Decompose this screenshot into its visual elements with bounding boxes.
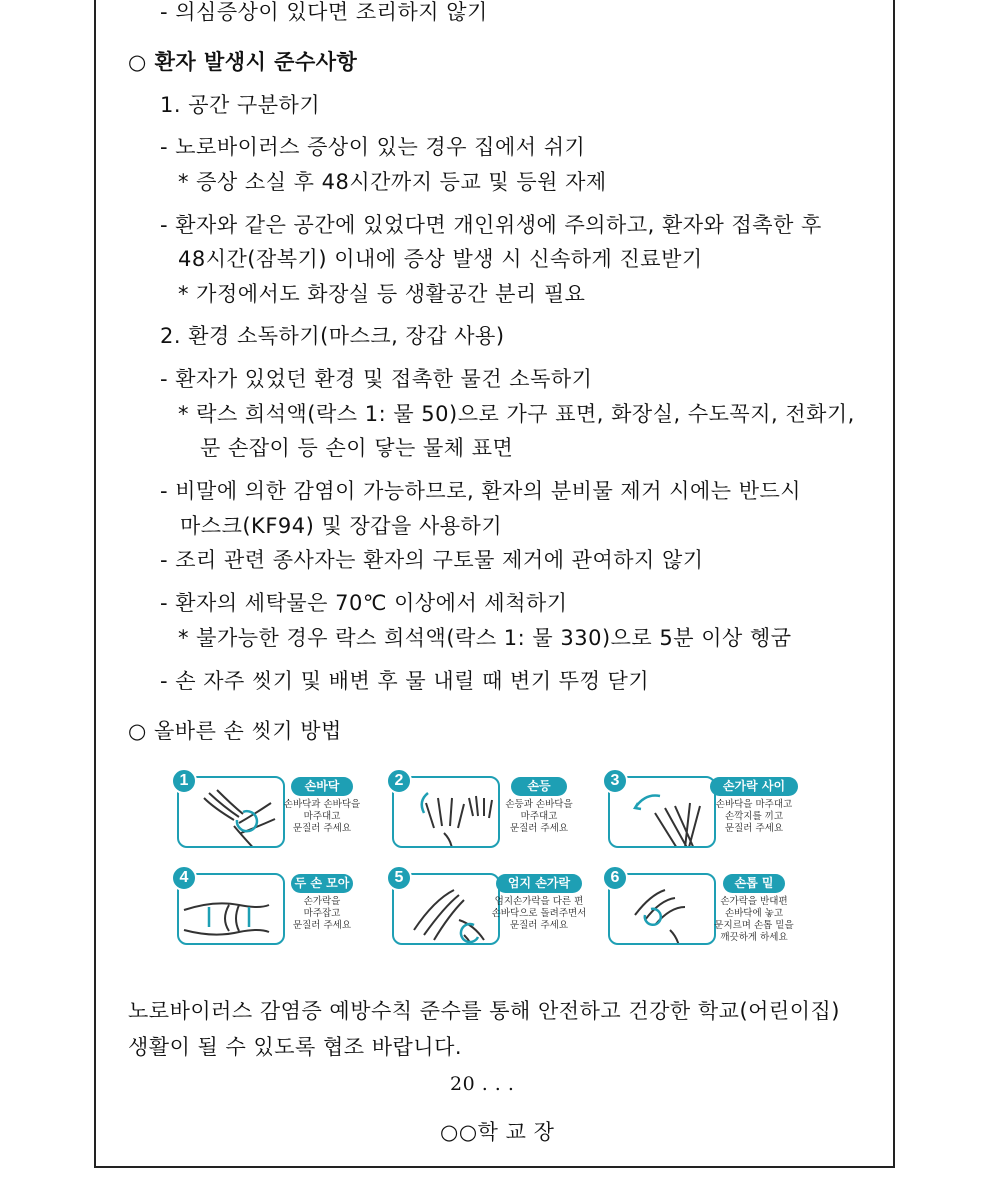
step-number: 2 [386, 768, 412, 794]
step-title: 손바닥 [291, 777, 353, 796]
text-line: * 불가능한 경우 락스 희석액(락스 1: 물 330)으로 5분 이상 헹굼 [178, 626, 792, 650]
date-line: 20 . . . [450, 1073, 515, 1095]
text-line: - 환자가 있었던 환경 및 접촉한 물건 소독하기 [160, 367, 593, 391]
step-title: 엄지 손가락 [496, 874, 582, 893]
step-description: 엄지손가락을 다른 편 손바닥으로 돌려주면서 문질러 주세요 [491, 896, 587, 931]
section-heading: ○ 환자 발생시 준수사항 [128, 50, 358, 74]
step-title: 두 손 모아 [291, 874, 353, 893]
text-line: - 손 자주 씻기 및 배변 후 물 내릴 때 변기 뚜껑 닫기 [160, 669, 650, 693]
step-number: 3 [602, 768, 628, 794]
text-line: 마스크(KF94) 및 장갑을 사용하기 [180, 514, 503, 538]
subsection-heading: 2. 환경 소독하기(마스크, 장갑 사용) [160, 324, 505, 348]
step-number: 5 [386, 865, 412, 891]
step-title: 손가락 사이 [710, 777, 798, 796]
step-description: 손바닥과 손바닥을 마주대고 문질러 주세요 [283, 799, 361, 834]
text-line: - 노로바이러스 증상이 있는 경우 집에서 쉬기 [160, 135, 586, 159]
text-line: - 환자와 같은 공간에 있었다면 개인위생에 주의하고, 환자와 접촉한 후 [160, 213, 822, 237]
step-description: 손가락을 반대편 손바닥에 놓고 문지르며 손톱 밑을 깨끗하게 하세요 [714, 896, 794, 943]
text-line: 48시간(잠복기) 이내에 증상 발생 시 신속하게 진료받기 [178, 247, 703, 271]
text-line: - 환자의 세탁물은 70℃ 이상에서 세척하기 [160, 591, 568, 615]
closing-line: 생활이 될 수 있도록 협조 바랍니다. [128, 1035, 463, 1059]
step-description: 손가락을 마주잡고 문질러 주세요 [292, 896, 352, 931]
subsection-heading: 1. 공간 구분하기 [160, 93, 321, 117]
step-number: 1 [171, 768, 197, 794]
text-line: * 가정에서도 화장실 등 생활공간 분리 필요 [178, 282, 586, 306]
text-line: - 의심증상이 있다면 조리하지 않기 [160, 0, 488, 24]
text-line: 문 손잡이 등 손이 닿는 물체 표면 [200, 436, 514, 460]
text-line: * 락스 희석액(락스 1: 물 50)으로 가구 표면, 화장실, 수도꼭지, 전화기, [178, 402, 855, 426]
text-line: * 증상 소실 후 48시간까지 등교 및 등원 자제 [178, 170, 607, 194]
step-number: 4 [171, 865, 197, 891]
signature-line: ○○학 교 장 [440, 1120, 555, 1144]
step-number: 6 [602, 865, 628, 891]
step-title: 손톱 밑 [723, 874, 785, 893]
step-description: 손등과 손바닥을 마주대고 문질러 주세요 [505, 799, 573, 834]
text-line: - 비말에 의한 감염이 가능하므로, 환자의 분비물 제거 시에는 반드시 [160, 479, 802, 503]
closing-line: 노로바이러스 감염증 예방수칙 준수를 통해 안전하고 건강한 학교(어린이집) [128, 999, 840, 1023]
text-line: - 조리 관련 종사자는 환자의 구토물 제거에 관여하지 않기 [160, 548, 704, 572]
step-title: 손등 [511, 777, 567, 796]
step-description: 손바닥을 마주대고 손깍지를 끼고 문질러 주세요 [715, 799, 793, 834]
section-heading: ○ 올바른 손 씻기 방법 [128, 719, 342, 743]
